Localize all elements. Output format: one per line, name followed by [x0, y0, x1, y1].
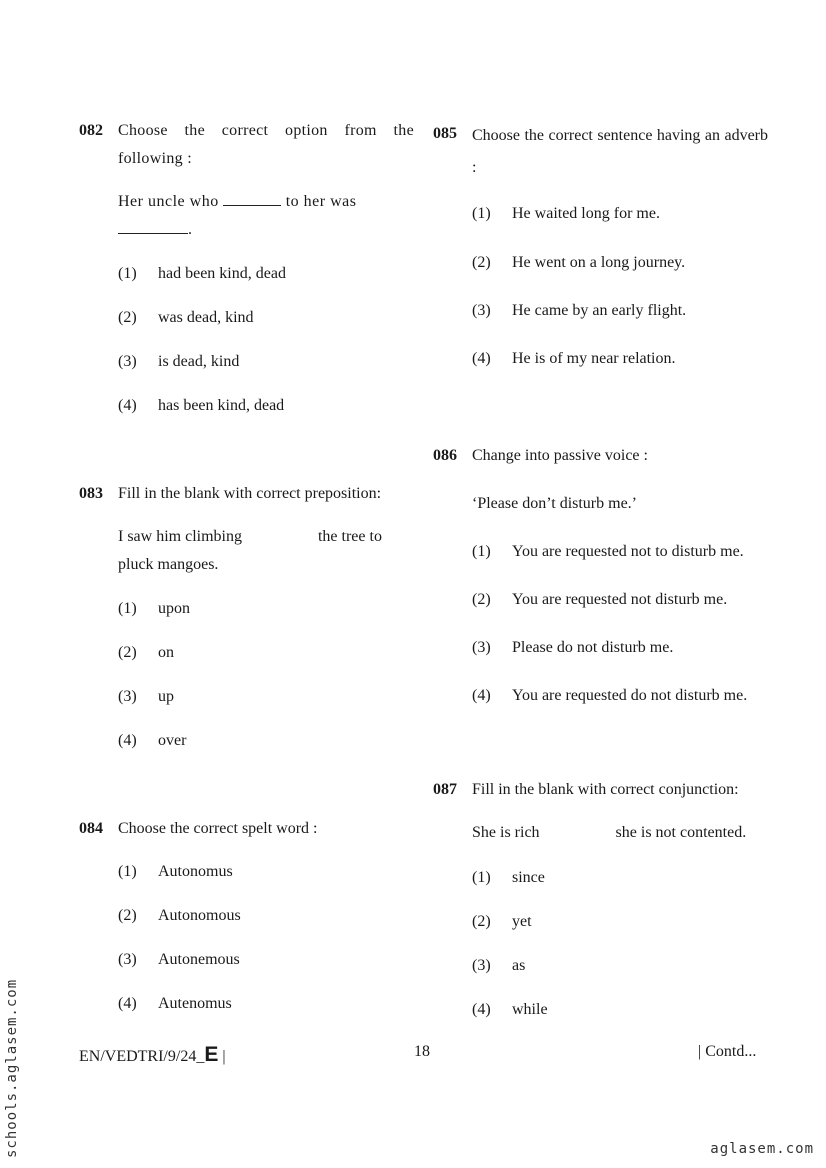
- question-number: 083: [79, 485, 103, 502]
- question-stem: Choose the correct spelt word :: [118, 820, 318, 837]
- question-087-sentence: She is rich she is not contented.: [472, 824, 747, 841]
- question-number: 082: [79, 122, 103, 139]
- question-number: 084: [79, 820, 103, 837]
- question-stem: Change into passive voice :: [472, 447, 648, 464]
- answer-blank: [223, 191, 281, 206]
- question-stem: Fill in the blank with correct preposition:: [118, 485, 382, 502]
- question-number: 085: [433, 125, 457, 142]
- bottom-watermark: aglasem.com: [710, 1141, 814, 1157]
- question-086-sentence: ‘Please don’t disturb me.’: [472, 495, 638, 512]
- side-watermark: schools.aglasem.com: [4, 978, 20, 1158]
- set-letter: E: [204, 1043, 219, 1066]
- question-083-sentence: I saw him climbing the tree to pluck mangoes.: [118, 528, 382, 573]
- question-stem: Choose the correct sentence having an adverb :: [472, 127, 768, 176]
- question-stem: Fill in the blank with correct conjunction:: [472, 781, 739, 798]
- page-number: 18: [414, 1043, 430, 1060]
- footer-code: EN/VEDTRI/9/24_E |: [79, 1043, 226, 1066]
- question-number: 087: [433, 781, 457, 798]
- question-number: 086: [433, 447, 457, 464]
- question-082-sentence: Her uncle who to her was .: [118, 193, 357, 238]
- continued-label: | Contd...: [698, 1043, 757, 1060]
- answer-blank: [118, 219, 188, 234]
- question-stem: Choose the correct option from the following :: [118, 122, 414, 167]
